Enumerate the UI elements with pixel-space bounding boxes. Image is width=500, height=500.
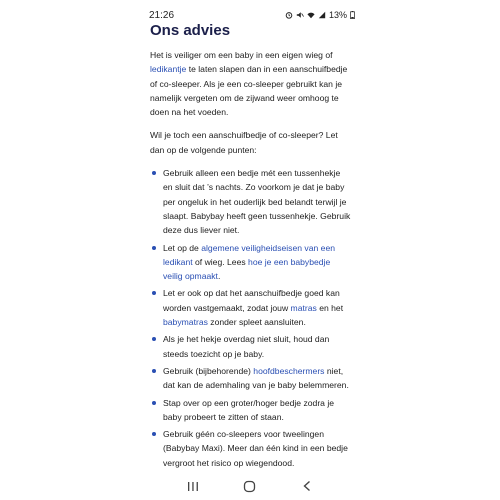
text-segment: of wieg. Lees — [192, 256, 249, 267]
text-segment: en het — [316, 302, 344, 313]
tips-list — [150, 166, 351, 470]
bullet-icon — [152, 246, 156, 250]
list-item — [150, 396, 351, 425]
text-segment: Gebruik (bijbehorende) — [163, 365, 254, 376]
alarm-icon — [285, 11, 293, 19]
list-item — [150, 364, 351, 393]
back-icon — [302, 480, 312, 492]
text-segment: Let op de — [163, 242, 202, 253]
inline-link[interactable]: ledikantje — [150, 64, 187, 75]
text-segment: Gebruik alleen een bedje mét een tussenhekje en sluit dat ’s nachts. Zo voorkom je dat je baby per ongeluk in het ouderlijk bed belandt terwijl je slaapt. Babybay heeft geen tussenhekje. Gebruik deze dus liever niet. — [163, 168, 351, 236]
recent-apps-icon — [187, 481, 199, 492]
text-segment: Stap over op een groter/hoger bedje zodra je baby probeert te zitten of staan. — [163, 397, 335, 422]
bullet-icon — [152, 291, 156, 295]
status-icons — [285, 10, 355, 20]
text-segment: Als je het hekje overdag niet sluit, houd dan steeds toezicht op je baby. — [163, 334, 330, 359]
recent-apps-button[interactable] — [183, 476, 203, 496]
list-item — [150, 166, 351, 237]
list-item — [150, 427, 351, 470]
bullet-icon — [152, 432, 156, 436]
list-item — [150, 286, 351, 329]
back-button[interactable] — [297, 476, 317, 496]
text-segment: Gebruik géén co-sleepers voor tweelingen (Babybay Maxi). Meer dan één kind in een bedje vergroot het risico op wiegendood. — [163, 429, 348, 468]
text-segment: Het is veiliger om een baby in een eigen wieg of — [150, 50, 333, 60]
wifi-icon — [307, 11, 315, 19]
bullet-icon — [152, 171, 156, 175]
text-segment: . — [217, 271, 221, 282]
inline-link[interactable]: algemene veiligheidseisen van een ledikant — [163, 242, 336, 267]
inline-link[interactable]: babymatras — [163, 317, 208, 328]
inline-link[interactable]: hoofdbeschermers — [253, 365, 325, 376]
phone-screen — [137, 0, 363, 500]
bullet-icon — [152, 401, 156, 405]
article-content — [137, 22, 363, 470]
signal-icon — [318, 11, 326, 19]
home-icon — [243, 480, 256, 493]
inline-link[interactable]: matras — [290, 302, 317, 313]
inline-link[interactable]: hoe je een babybedje veilig opmaakt — [163, 256, 331, 282]
text-segment: Wil je toch een aanschuifbedje of co-sleeper? Let dan op de volgende punten: — [150, 130, 338, 155]
text-segment: niet, dat kan de ademhaling van je baby belemmeren. — [163, 365, 349, 391]
text-segment: te laten slapen dan in een aanschuifbedje of co-sleeper. Als je een co-sleeper gebruikt kan je namelijk vergeten om de zijwand weer omhoog te doen na het voeden. — [150, 64, 348, 118]
list-item — [150, 241, 351, 284]
bullet-icon — [152, 337, 156, 341]
bullet-icon — [152, 369, 156, 373]
question-paragraph — [150, 128, 351, 157]
page-title: Ons advies — [150, 22, 231, 39]
battery-level: 13% — [328, 10, 347, 20]
navigation-bar — [137, 472, 363, 500]
list-item — [150, 332, 351, 361]
intro-paragraph — [150, 48, 351, 119]
text-segment: zonder spleet aansluiten. — [207, 317, 306, 328]
text-segment: Let er ook op dat het aanschuifbedje goed kan worden vastgemaakt, zodat jouw — [163, 288, 340, 313]
status-time: 21:26 — [149, 9, 175, 21]
mute-icon — [296, 11, 304, 19]
home-button[interactable] — [240, 476, 260, 496]
battery-icon — [350, 11, 355, 19]
